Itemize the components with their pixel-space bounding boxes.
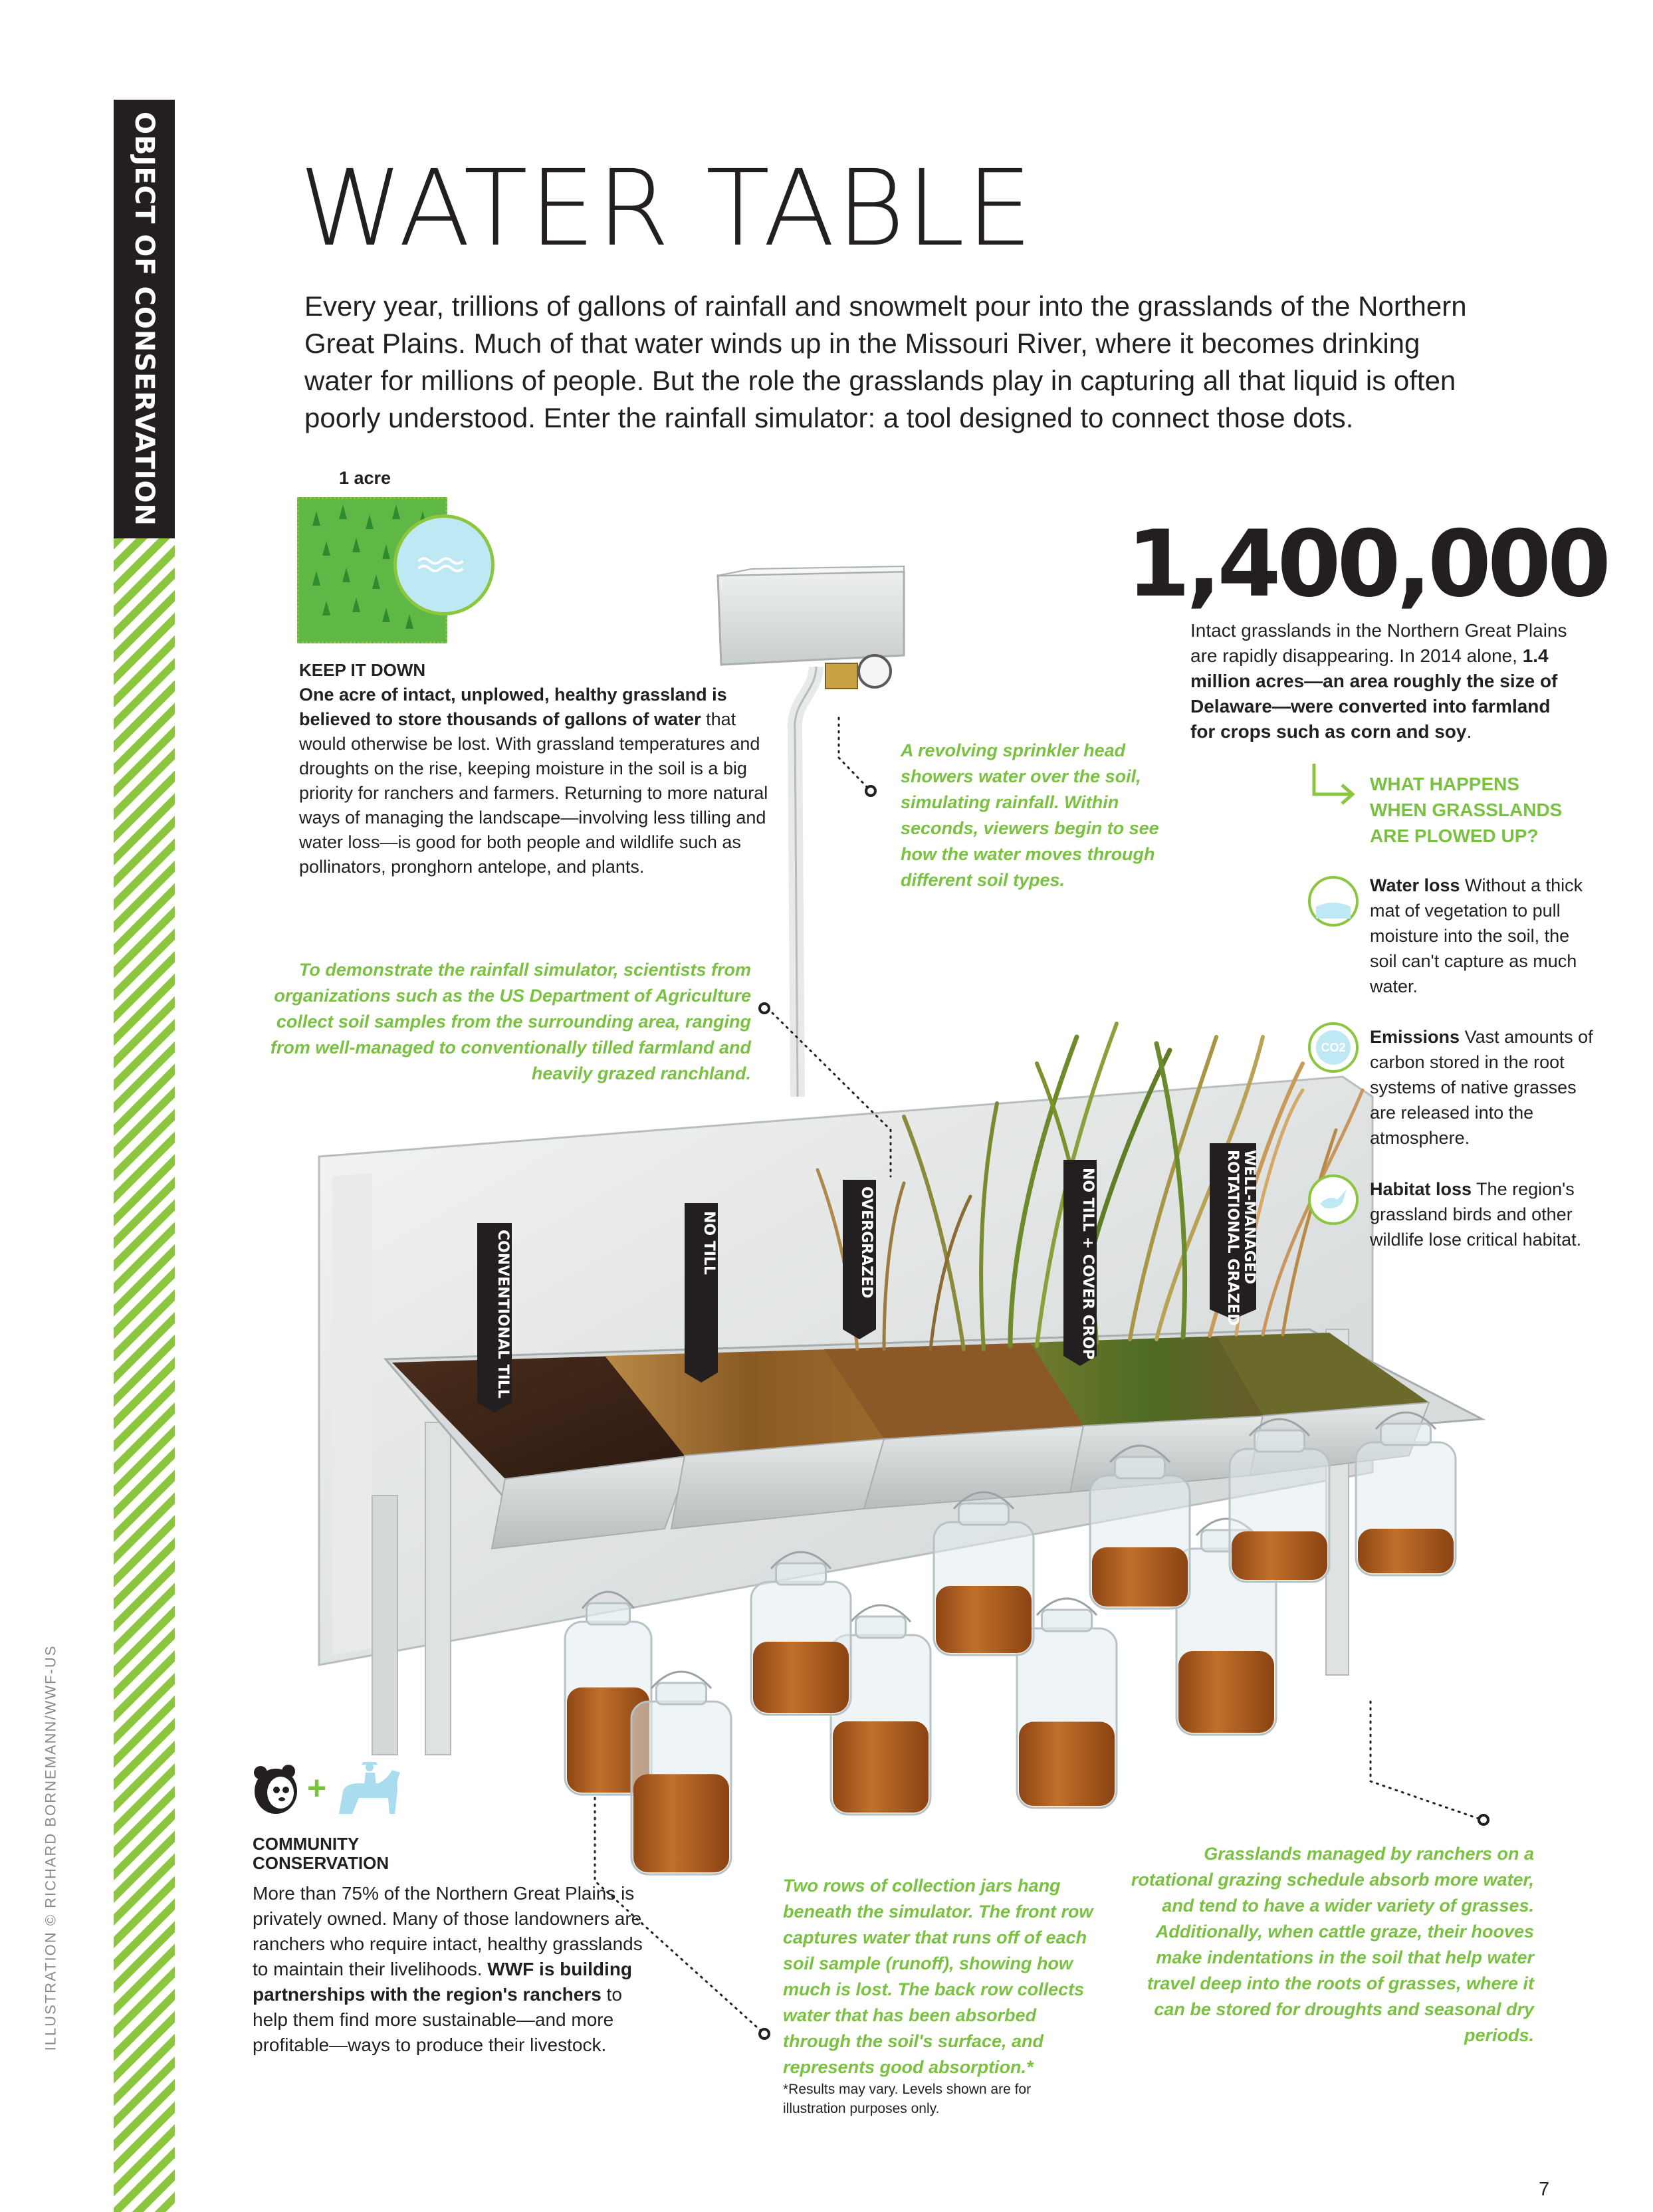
impact-habitat-loss: Habitat loss The region's grassland birds and other wildlife lose critical habitat. (1370, 1179, 1582, 1250)
sprinkler-note: A revolving sprinkler head showers water over the soil, simulating rainfall. Within seconds, viewers begin to see how the water moves through different soil types. (901, 740, 1159, 890)
keep-it-down-heading: KEEP IT DOWN (299, 660, 426, 680)
water-level (1358, 1529, 1454, 1573)
community-logos (246, 1758, 425, 1821)
label-overgrazed (843, 1180, 876, 1339)
label-conventional-till (477, 1223, 512, 1412)
page-number: 7 (1539, 2179, 1550, 2200)
water-level (1178, 1651, 1274, 1733)
turn-arrow-icon (1309, 761, 1362, 808)
water-level (1092, 1547, 1188, 1606)
demo-note: To demonstrate the rainfall simulator, scientists from organizations such as the US Department of Agriculture collect soil samples from the surrounding area, ranging from well-managed to conventionally tilled farmland and heavily grazed ranchland. (270, 960, 751, 1083)
community-heading: COMMUNITY CONSERVATION (253, 1834, 389, 1873)
acres-stat-number: 1,400,000 (1127, 510, 1607, 617)
svg-text:CONVENTIONAL TILL: CONVENTIONAL TILL (495, 1230, 511, 1398)
co2-icon: CO2 (1308, 1022, 1359, 1073)
jars-note: Two rows of collection jars hang beneath the simulator. The front row captures water that runs off of each soil sample (runoff), showing how much is lost. The back row collects water that has been absorbed through the soil's surface, and represents good absorption.* (783, 1876, 1093, 2077)
keep-it-down-body: One acre of intact, unplowed, healthy grassland is believed to store thousands of gallons of water that would otherwise be lost. With grassland temperatures and droughts on the rise, keeping moisture in the soil is a big priority for ranchers and farmers. Returning to more natural ways of managing the landscape—involving less tilling and water loss—is good for both people and wildlife such as pollinators, pronghorn antelope, and plants. (299, 685, 768, 877)
grazing-note: Grasslands managed by ranchers on a rotational grazing schedule absorb more water, and tend to have a wider variety of grasses. Additionally, when cattle graze, their hooves make indentations in the soil that help water travel deep into the roots of grasses, where it can be stored for droughts and seasonal dry periods. (1131, 1844, 1534, 2045)
illustration-credit: ILLUSTRATION © RICHARD BORNEMANN/WWF-US (42, 1644, 58, 2051)
community-body: More than 75% of the Northern Great Plains is privately owned. Many of those landowners are ranchers who require intact, healthy grasslands to maintain their livelihoods. WWF is building partnerships with the region's ranchers to help them find more sustainable—and more profitable—ways to produce their livestock. (253, 1883, 643, 2055)
bird-icon (1308, 1174, 1359, 1225)
svg-text:NO TILL + COVER CROP: NO TILL + COVER CROP (1079, 1168, 1096, 1360)
svg-text:NO TILL: NO TILL (701, 1211, 717, 1275)
water-level (833, 1721, 929, 1813)
label-well-managed-rotational-grazed (1210, 1143, 1258, 1326)
front-jar (631, 1672, 731, 1874)
water-level (753, 1642, 849, 1713)
results-footnote: *Results may vary. Levels shown are for illustration purposes only. (783, 2082, 1032, 2116)
svg-text:WELL-MANAGED: WELL-MANAGED (1241, 1150, 1258, 1285)
corn-digits: 00,000 (1277, 510, 1607, 617)
section-label: OBJECT OF CONSERVATION (129, 111, 160, 527)
page-title: WATER TABLE (299, 148, 1034, 270)
water-icon (393, 514, 495, 615)
label-no-till (685, 1203, 718, 1382)
rancher-horse-icon (339, 1762, 400, 1814)
water-drop-icon (1308, 876, 1359, 927)
plowed-heading: WHAT HAPPENS WHEN GRASSLANDS ARE PLOWED UP? (1370, 774, 1563, 846)
label-no-till-cover-crop (1063, 1160, 1097, 1366)
acres-stat-text: Intact grasslands in the Northern Great Plains are rapidly disappearing. In 2014 alone, 1.4 million acres—an area roughly the size of Delaware—were converted into farmland for crops such as corn and soy. (1190, 620, 1567, 742)
water-level (1019, 1721, 1115, 1806)
acre-label: 1 acre (339, 468, 391, 488)
svg-text:OVERGRAZED: OVERGRAZED (858, 1186, 875, 1299)
impact-emissions: Emissions Vast amounts of carbon stored in the root systems of native grasses are released into the atmosphere. (1370, 1027, 1593, 1148)
svg-text:ROTATIONAL GRAZED: ROTATIONAL GRAZED (1224, 1150, 1241, 1326)
plus-sign: + (307, 1769, 327, 1807)
water-level (1232, 1531, 1327, 1580)
panda-logo-icon (254, 1765, 297, 1814)
intro-paragraph: Every year, trillions of gallons of rainfall and snowmelt pour into the grasslands of the Northern Great Plains. Much of that water winds up in the Missouri River, where it becomes drinking water for millions of people. But the role the grasslands play in capturing all that liquid is often poorly understood. Enter the rainfall simulator: a tool designed to connect those dots. (304, 290, 1467, 433)
water-level (936, 1586, 1032, 1653)
impact-water-loss: Water loss Without a thick mat of vegetation to pull moisture into the soil, the soil can't capture as much water. (1370, 875, 1583, 996)
water-level (633, 1774, 729, 1872)
